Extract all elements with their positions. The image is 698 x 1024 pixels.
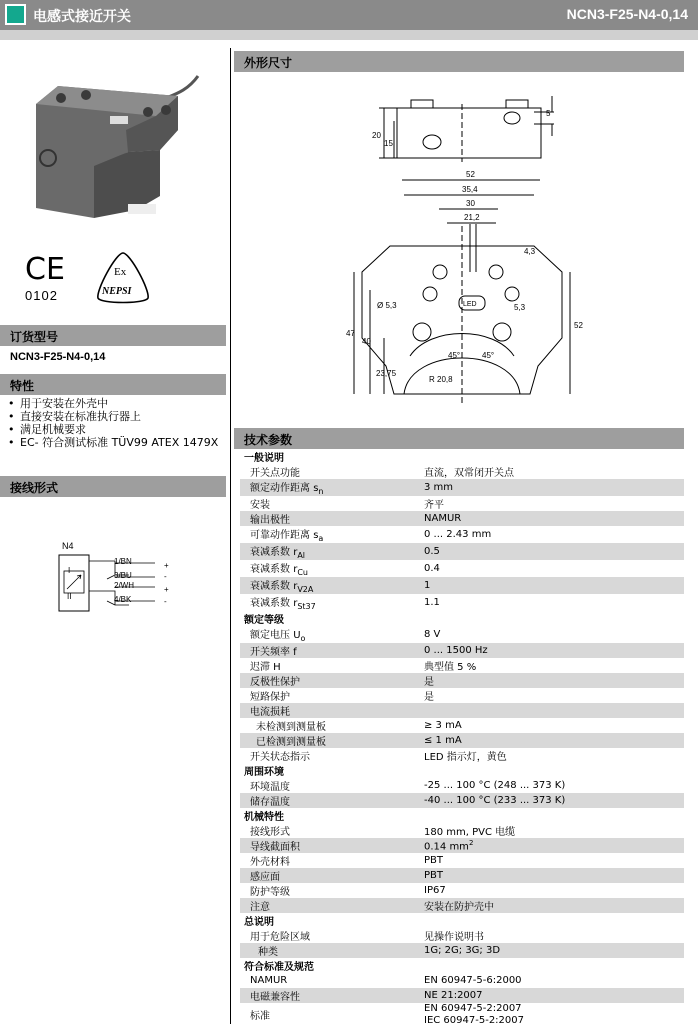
spec-group-row [240,913,684,928]
spec-label-text: 已检测到测量板 [256,737,326,748]
spec-value [420,928,684,943]
spec-row [240,898,684,913]
spec-label-text: 开关频率 f [250,647,297,658]
spec-value-text: 1.1 [424,597,440,608]
spec-label [240,823,420,838]
column-divider [230,48,231,1024]
spec-label-text: 开关状态指示 [250,752,310,763]
spec-value [420,511,684,526]
feature-item: • 直接安装在标准执行器上 [4,410,226,423]
spec-value-text: 3 mm [424,482,454,493]
spec-value-text: 0.14 mm [424,841,469,853]
spec-value [420,658,684,673]
spec-label-text: 输出极性 [250,515,290,526]
spec-value-sup: 2 [468,838,474,847]
spec-row [240,594,684,611]
spec-row [240,658,684,673]
pin-sign: - [164,572,167,581]
spec-value [420,988,684,1003]
spec-label [240,928,420,943]
header-underbar [0,30,698,40]
spec-label [240,643,420,658]
spec-label [240,673,420,688]
dim-label: 15 [384,139,393,148]
spec-row [240,688,684,703]
spec-group-row [240,611,684,626]
spec-symbol: s [313,530,319,541]
spec-row [240,733,684,748]
spec-label-text: 迟滞 H [250,662,281,673]
feature-item: • 满足机械要求 [4,423,226,436]
spec-value-text: -25 ... 100 °C (248 ... 373 K) [424,780,566,791]
spec-value [420,560,684,577]
spec-label-text: 电流损耗 [250,707,290,718]
spec-label [240,943,420,958]
dim-label: 30 [466,199,475,208]
wiring-section-title: 接线形式 [0,476,226,497]
spec-value-text: 是 [424,692,434,703]
spec-value [420,733,684,748]
dim-label: LED [463,301,477,308]
spec-label [240,748,420,763]
pin-label: 3/BU [114,571,132,580]
spec-value-text: PBT [424,870,443,881]
spec-row [240,479,684,496]
spec-label [240,838,420,853]
spec-value [420,838,684,853]
features-list [4,397,226,449]
ex-label: Ex [114,266,127,278]
spec-value [420,626,684,643]
spec-value-text: NAMUR [424,513,462,524]
spec-label [240,868,420,883]
spec-value [420,853,684,868]
spec-row [240,988,684,1003]
spec-label [240,479,420,496]
spec-label [240,511,420,526]
spec-label [240,973,420,988]
brand-square-icon [5,4,26,25]
spec-group-row [240,958,684,973]
features-section-title: 特性 [0,374,226,395]
spec-value [420,748,684,763]
dim-label: 5,3 [514,303,526,312]
spec-symbol-sub: a [318,534,324,543]
spec-value [420,868,684,883]
spec-group-title: 周围环境 [244,767,284,778]
spec-group-row [240,763,684,778]
spec-group-title: 机械特性 [244,812,284,823]
spec-row [240,543,684,560]
spec-value-text: 齐平 [424,500,444,511]
spec-value-text: 1 [424,580,431,591]
pin-sign: - [164,597,167,606]
feature-item: • 用于安装在外壳中 [4,397,226,410]
spec-value [420,943,684,958]
spec-section-title: 技术参数 [234,428,684,449]
spec-label-text: 开关点功能 [250,468,300,479]
spec-symbol: r [293,547,298,558]
spec-value [420,898,684,913]
spec-row [240,496,684,511]
spec-value [420,594,684,611]
spec-label-text: 安装 [250,500,270,511]
spec-value-text: ≤ 1 mA [424,735,462,746]
spec-label-text: 环境温度 [250,782,290,793]
spec-row [240,778,684,793]
spec-label [240,703,420,718]
spec-value [420,496,684,511]
spec-label [240,688,420,703]
switch-label: I [68,566,71,575]
spec-value-text: PBT [424,855,443,866]
pin-label: 4/BK [114,595,132,604]
spec-label [240,543,420,560]
dim-label: 45° [448,351,461,360]
ce-number: 0102 [25,288,58,303]
pin-sign: + [164,561,169,570]
spec-label [240,496,420,511]
pin-sign: + [164,585,169,594]
spec-label [240,853,420,868]
spec-label-text: 额定电压 [250,630,290,641]
spec-value-text: 8 V [424,629,441,640]
spec-symbol: r [293,564,298,575]
spec-label-text: 感应面 [250,872,280,883]
dim-label: 20 [372,131,381,140]
spec-value [420,973,684,988]
spec-value-text: 直流，双常闭开关点 [424,468,514,479]
dim-label: 47 [346,329,355,338]
spec-label [240,464,420,479]
spec-value [420,464,684,479]
spec-symbol: r [293,581,298,592]
spec-row [240,793,684,808]
spec-label-text: 短路保护 [250,692,290,703]
spec-label [240,898,420,913]
spec-value-text: 典型值 5 % [424,662,477,673]
spec-value [420,688,684,703]
dimensions-section-title: 外形尺寸 [234,51,684,72]
spec-value [420,673,684,688]
spec-row [240,577,684,594]
dimension-drawing [234,76,684,418]
spec-value [420,526,684,543]
switch-label: II [67,592,72,601]
spec-label [240,594,420,611]
spec-row [240,673,684,688]
spec-label-text: 种类 [258,947,278,958]
spec-symbol-sub: V2A [297,585,314,594]
spec-row [240,943,684,958]
spec-group-title: 一般说明 [244,453,284,464]
spec-label [240,658,420,673]
spec-group-row [240,449,684,464]
spec-label-text: 储存温度 [250,797,290,808]
dim-label: 21,2 [464,213,480,222]
spec-value-text: 是 [424,677,434,688]
spec-row [240,838,684,853]
spec-label-text: 电磁兼容性 [250,991,300,1003]
spec-label [240,526,420,543]
spec-value [420,718,684,733]
spec-value-text: -40 ... 100 °C (233 ... 373 K) [424,795,566,806]
spec-label-text: 反极性保护 [250,677,300,688]
dim-label: 5 [546,109,551,118]
spec-label [240,626,420,643]
spec-label-text: 衰减系数 [250,581,290,592]
spec-label-text: 注意 [250,902,270,913]
spec-group-title: 总说明 [244,917,274,928]
spec-value [420,778,684,793]
spec-row [240,464,684,479]
spec-label [240,718,420,733]
spec-label-text: 衰减系数 [250,547,290,558]
spec-label-text: 导线截面积 [250,842,300,853]
spec-row [240,626,684,643]
spec-symbol-sub: o [300,634,306,643]
spec-value [420,643,684,658]
dim-label: 45° [482,351,495,360]
spec-value-text: 1G; 2G; 3G; 3D [424,945,501,956]
spec-label-text: 外壳材料 [250,857,290,868]
spec-label-text: 未检测到测量板 [256,722,326,733]
dim-label: 40 [362,337,371,346]
spec-label [240,883,420,898]
order-code: NCN3-F25-N4-0,14 [10,351,106,363]
dim-label: 52 [466,170,475,179]
spec-value-text: 0.4 [424,563,440,574]
spec-value-text: 180 mm, PVC 电缆 [424,827,516,838]
spec-label [240,733,420,748]
spec-value-text: IEC 60947-5-2:2007 [424,1014,524,1024]
spec-symbol-sub: Al [297,551,306,560]
spec-label-text: NAMUR [250,974,288,986]
spec-label-text: 标准 [250,1011,270,1023]
spec-value-text: EN 60947-5-6:2000 [424,974,522,986]
spec-value [420,703,684,718]
page-header [0,0,698,30]
ce-mark: CE [25,252,65,287]
spec-value [420,577,684,594]
feature-item: • EC- 符合测试标准 TÜV99 ATEX 1479X [4,436,226,449]
spec-row [240,868,684,883]
spec-row [240,643,684,658]
dim-label: 4,3 [524,247,536,256]
spec-symbol-sub: n [318,487,324,496]
spec-value [420,543,684,560]
spec-label [240,1003,420,1024]
spec-row [240,853,684,868]
spec-symbol-sub: St37 [297,602,316,611]
spec-row [240,883,684,898]
spec-row [240,703,684,718]
spec-label-text: 防护等级 [250,887,290,898]
spec-label [240,988,420,1003]
spec-value-text: ≥ 3 mA [424,720,462,731]
spec-table [240,449,684,1024]
spec-group-row [240,808,684,823]
spec-label [240,793,420,808]
spec-group-title: 符合标准及规范 [244,962,314,973]
spec-value [420,823,684,838]
spec-row [240,748,684,763]
spec-row [240,973,684,988]
spec-value-text: EN 60947-5-2:2007 [424,1002,522,1014]
spec-label [240,577,420,594]
dim-label: 35,4 [462,185,478,194]
spec-value-text: IP67 [424,885,446,896]
spec-label-text: 衰减系数 [250,564,290,575]
spec-label [240,560,420,577]
spec-row [240,718,684,733]
pin-label: 1/BN [114,557,132,566]
spec-row [240,1003,684,1024]
spec-symbol: U [293,630,301,641]
pin-label: 2/WH [114,581,134,590]
nepsi-label: NEPSI [102,286,132,297]
page-title: 电感式接近开关 [33,9,131,25]
spec-label-text: 用于危险区域 [250,932,310,943]
spec-row [240,823,684,838]
spec-value-text: 见操作说明书 [424,932,484,943]
spec-group-title: 额定等级 [244,615,284,626]
spec-value [420,479,684,496]
dim-label: R 20,8 [429,375,453,384]
product-photo [28,68,208,228]
spec-value-text: NE 21:2007 [424,989,483,1001]
spec-value-text: 安装在防护壳中 [424,902,494,913]
spec-label [240,778,420,793]
spec-label-text: 可靠动作距离 [250,530,310,541]
spec-value [420,883,684,898]
spec-value-text: LED 指示灯，黄色 [424,752,507,763]
spec-symbol: r [293,598,298,609]
spec-symbol: s [313,483,319,494]
spec-value-text: 0 ... 2.43 mm [424,529,492,540]
dim-label: 23,75 [376,369,397,378]
spec-label-text: 衰减系数 [250,598,290,609]
model-code: NCN3-F25-N4-0,14 [566,6,688,22]
spec-label-text: 接线形式 [250,827,290,838]
spec-row [240,560,684,577]
spec-value [420,1003,684,1024]
spec-value [420,793,684,808]
spec-row [240,526,684,543]
spec-value-text: 0.5 [424,546,440,557]
wiring-code: N4 [62,541,74,551]
order-section-title: 订货型号 [0,325,226,346]
spec-row [240,928,684,943]
spec-symbol-sub: Cu [297,568,308,577]
dim-label: Ø 5,3 [377,301,397,310]
dim-label: 52 [574,321,583,330]
spec-row [240,511,684,526]
spec-value-text: 0 ... 1500 Hz [424,645,488,656]
nepsi-ex-icon [92,250,154,306]
spec-label-text: 额定动作距离 [250,483,310,494]
